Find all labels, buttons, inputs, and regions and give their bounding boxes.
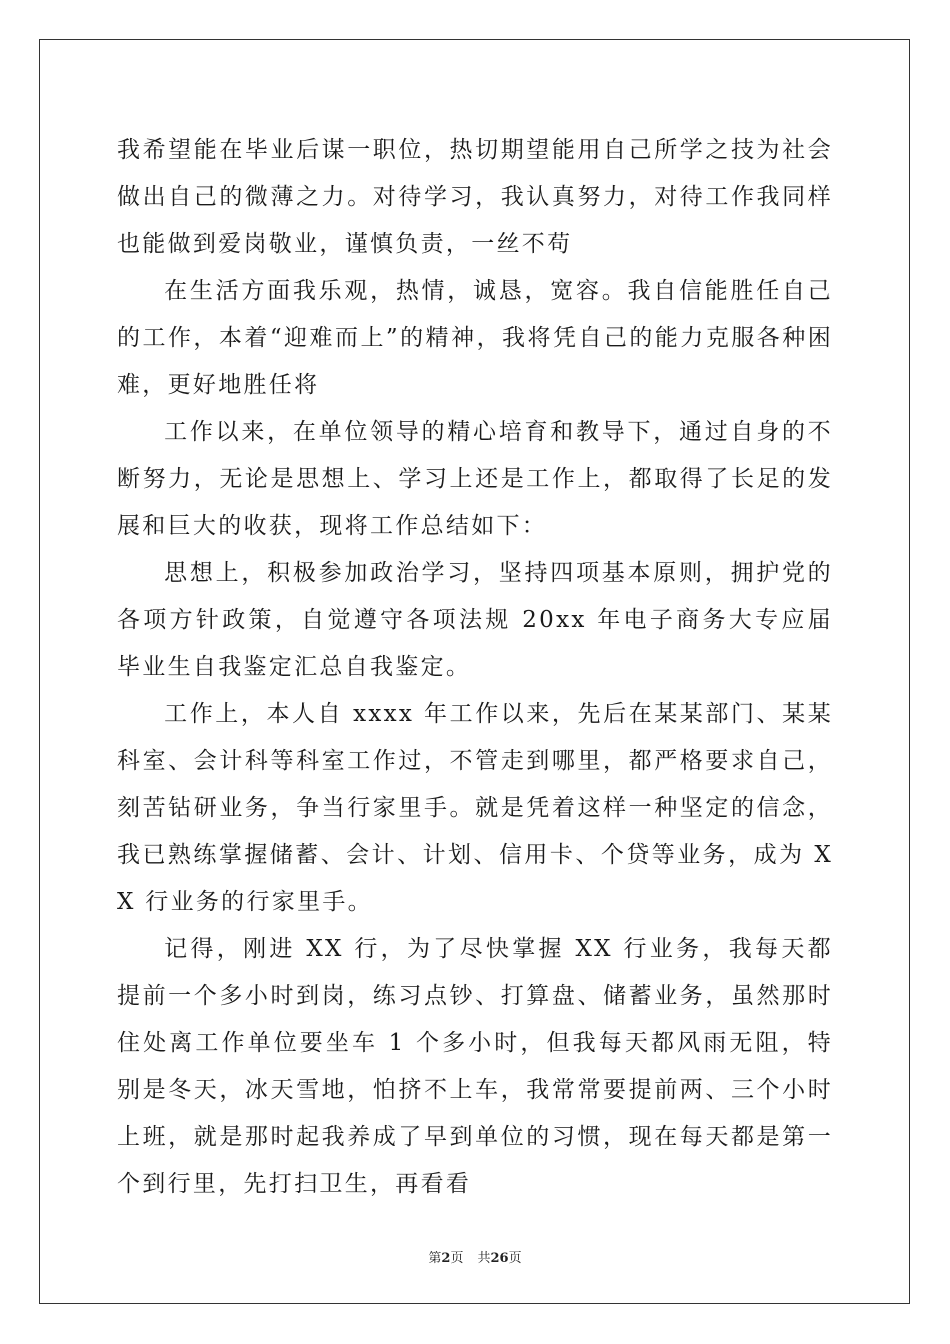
paragraph: 思想上，积极参加政治学习，坚持四项基本原则，拥护党的各项方针政策，自觉遵守各项法规 20xx 年电子商务大专应届毕业生自我鉴定汇总自我鉴定。 xyxy=(117,560,833,680)
page-prefix: 第 xyxy=(428,1251,442,1266)
paragraph: 我希望能在毕业后谋一职位，热切期望能用自己所学之技为社会做出自己的微薄之力。对待学习，我认真努力，对待工作我同样也能做到爱岗敬业，谨慎负责，一丝不苟 xyxy=(117,137,833,257)
paragraph: 在生活方面我乐观，热情，诚恳，宽容。我自信能胜任自己的工作，本着“迎难而上”的精神，我将凭自己的能力克服各种困难，更好地胜任将 xyxy=(117,278,833,398)
current-page-number: 2 xyxy=(441,1251,451,1266)
page-footer xyxy=(0,1247,950,1266)
paragraph: 工作以来，在单位领导的精心培育和教导下，通过自身的不断努力，无论是思想上、学习上还是工作上，都取得了长足的发展和巨大的收获，现将工作总结如下： xyxy=(117,419,833,539)
paragraph: 记得，刚进 XX 行，为了尽快掌握 XX 行业务，我每天都提前一个多小时到岗，练习点钞、打算盘、储蓄业务，虽然那时住处离工作单位要坐车 1 个多小时，但我每天都风雨无阻，特别是冬天，冰天雪地，怕挤不上车，我常常要提前两、三个小时上班，就是那时起我养成了早到单位的习惯，现在每天都是第一个到行里，先打扫卫生，再看看 xyxy=(117,936,833,1197)
total-pages-number: 26 xyxy=(490,1251,509,1266)
total-suffix: 页 xyxy=(508,1251,522,1266)
document-body xyxy=(117,127,833,1208)
total-prefix: 共 xyxy=(477,1251,491,1266)
page-suffix: 页 xyxy=(450,1251,464,1266)
paragraph: 工作上，本人自 xxxx 年工作以来，先后在某某部门、某某科室、会计科等科室工作过，不管走到哪里，都严格要求自己，刻苦钻研业务，争当行家里手。就是凭着这样一种坚定的信念，我已熟练掌握储蓄、会计、计划、信用卡、个贷等业务，成为 XX 行业务的行家里手。 xyxy=(117,701,833,915)
